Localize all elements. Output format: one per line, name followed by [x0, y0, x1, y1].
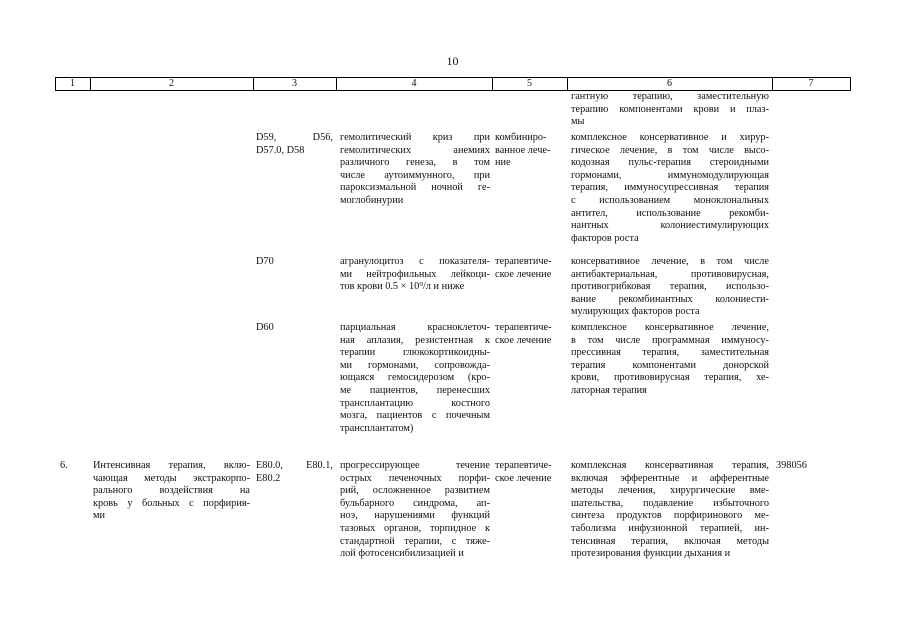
page-number: 10: [446, 54, 459, 68]
row-treatment-method: комплексное консервативное и хирур- гическое лечение, в том числе высо- кодозная пульс-терапия стероидными гормонами, иммуномодулирующая терапия, иммуносупрессивная терапия с использованием моноклональных антител, использование рекомби- нантных колониестимулирующих факторов роста: [571, 132, 769, 244]
header-col-5: 5: [527, 78, 532, 89]
row-treatment-type: терапевтиче- ское лечение: [495, 256, 552, 280]
header-divider: [850, 77, 851, 90]
row-diagnosis: гемолитический криз при гемолитических анемиях различного генеза, в том числе аутоиммунного, при пароксизмальной ночной ге- моглобинурии: [340, 132, 490, 206]
header-col-1: 1: [70, 78, 75, 89]
header-col-2: 2: [169, 78, 174, 89]
continuation-col6: гантную терапию, заместительную терапию компонентами крови и плаз- мы: [571, 91, 769, 128]
row-icd-codes: D60: [256, 322, 274, 333]
row-treatment-type: терапевтиче- ское лечение: [495, 322, 552, 346]
row-icd-codes: D59, D56, D57.0, D58: [256, 132, 333, 156]
row-diagnosis: парциальная красноклеточ- ная аплазия, резистентная к терапии глюкокортикоидны- ми гормонами, сопровожда- ющаяся гемосидерозом (кро- ме пациентов, перенесших трансплантацию костного мозга, пациентов с почечным трансплантатом): [340, 322, 490, 434]
row-diagnosis: агранулоцитоз с показателя- ми нейтрофильных лейкоци- тов крови 0.5 × 10⁹/л и ниже: [340, 256, 490, 293]
row-treatment-method: комплексное консервативное лечение, в том числе программная иммуносу- прессивная терапия, заместительная терапия компонентами донорской крови, противовирусная терапия, хе- латорная терапия: [571, 322, 769, 396]
header-col-3: 3: [292, 78, 297, 89]
header-col-4: 4: [411, 78, 417, 89]
row-treatment-type: терапевтиче- ское лечение: [495, 460, 552, 484]
row-icd-codes: E80.0, E80.1, E80.2: [256, 460, 333, 484]
row-treatment-profile: Интенсивная терапия, вклю- чающая методы экстракорпо- рального воздействия на кровь у больных с порфирия- ми: [93, 460, 250, 522]
header-col-6: 6: [667, 78, 672, 89]
row-treatment-method: комплексная консервативная терапия, включая эфферентные и афферентные методы лечения, хирургические вме- шательства, подавление избыточного синтеза продуктов порфиринового ме- таболизма инфузионной терапией, ин- тенсивная терапия, включая методы протезирования функции дыхания и: [571, 460, 769, 560]
row-icd-codes: D70: [256, 256, 274, 267]
row-treatment-type: комбиниро- ванное лече- ние: [495, 132, 551, 169]
row-cost: 398056: [776, 460, 807, 471]
row-number: 6.: [60, 460, 68, 471]
header-col-7: 7: [808, 78, 814, 89]
row-diagnosis: прогрессирующее течение острых печеночных порфи- рий, осложненное развитием бульбарного синдрома, ап- ноэ, нарушениями функций тазовых органов, торпидное к стандартной терапии, с тяже- лой фотосенсибилизацией и: [340, 460, 490, 560]
row-treatment-method: консервативное лечение, в том числе антибактериальная, противовирусная, противогрибковая терапия, использо- вание рекомбинантных колониести- мулирующих факторов роста: [571, 256, 769, 318]
